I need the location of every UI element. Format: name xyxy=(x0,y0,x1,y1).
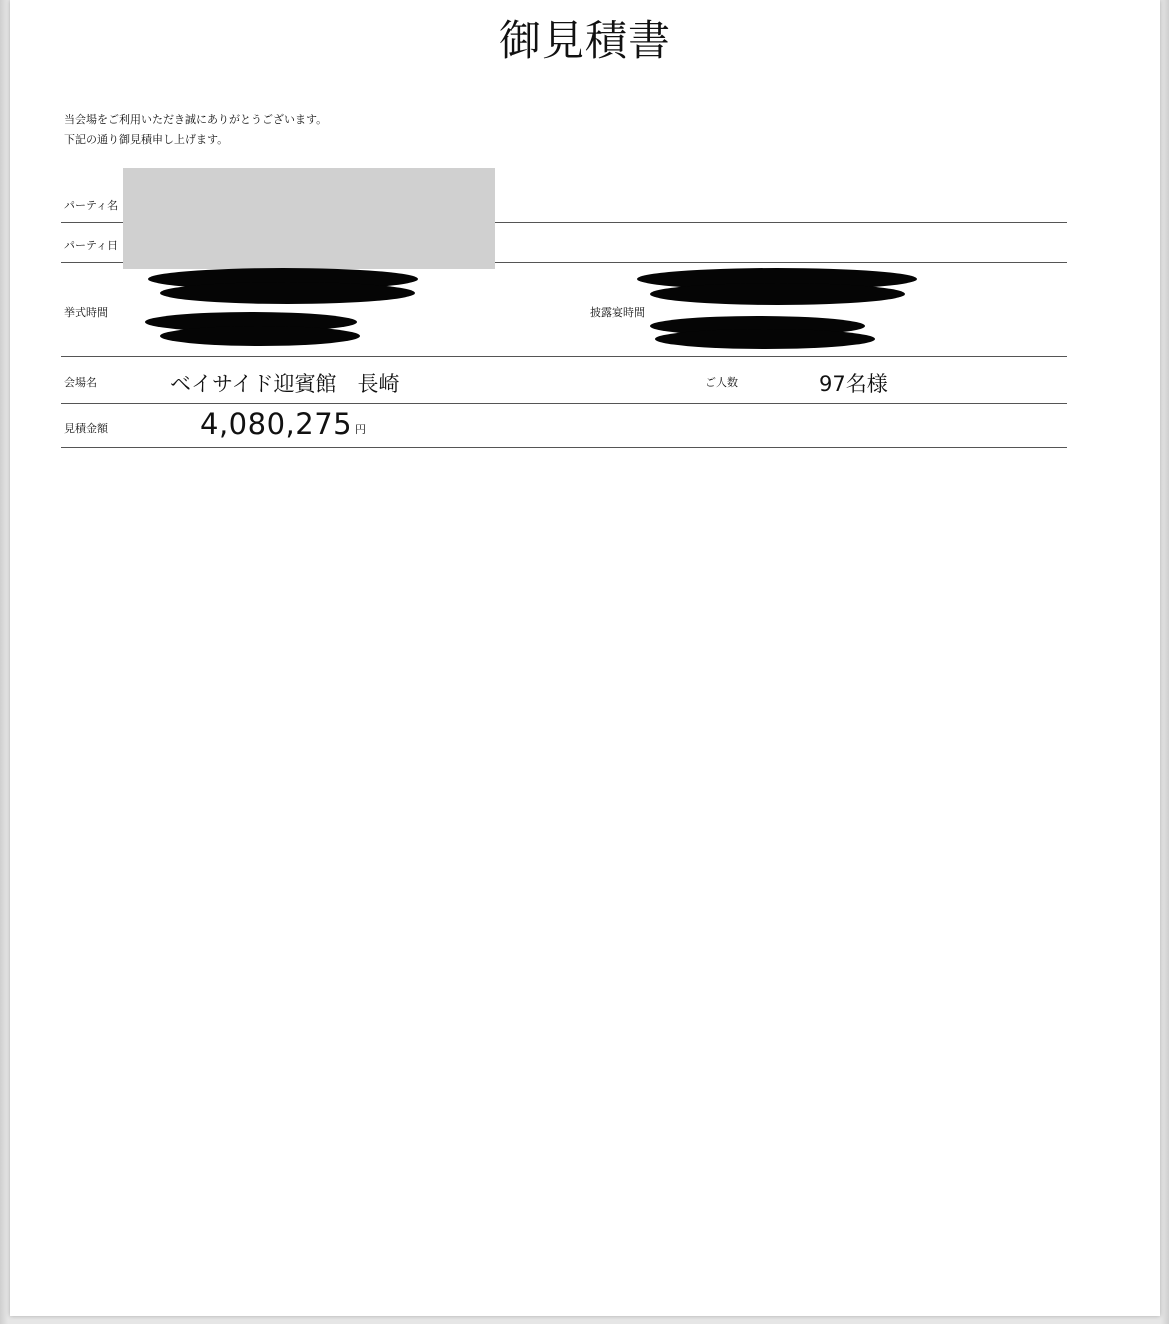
document-title: 御見積書 xyxy=(498,16,671,65)
guests-value: 97名様 xyxy=(819,372,888,396)
redaction-scribble xyxy=(160,282,415,304)
document-page xyxy=(10,0,1160,1316)
greeting-text xyxy=(64,110,327,150)
estimate-amount: 4,080,275 xyxy=(200,407,353,441)
row-divider xyxy=(61,403,1067,404)
redaction-scribble xyxy=(655,329,875,349)
estimate-unit: 円 xyxy=(355,423,366,436)
ceremony-time-label: 挙式時間 xyxy=(64,306,108,319)
greeting-line-2: 下記の通り御見積申し上げます。 xyxy=(64,133,229,146)
redaction-scribble xyxy=(650,283,905,305)
estimate-label: 見積金額 xyxy=(64,422,108,435)
redaction-box xyxy=(123,168,495,269)
party-name-label: パーティ名 xyxy=(64,199,119,212)
guests-label: ご人数 xyxy=(705,376,738,389)
venue-label: 会場名 xyxy=(64,376,97,389)
party-date-label: パーティ日 xyxy=(64,239,119,252)
row-divider xyxy=(61,356,1067,357)
redaction-scribble xyxy=(160,326,360,346)
reception-time-label: 披露宴時間 xyxy=(590,306,645,319)
venue-value: ベイサイド迎賓館 長崎 xyxy=(170,372,400,396)
greeting-line-1: 当会場をご利用いただき誠にありがとうございます。 xyxy=(64,113,328,126)
row-divider xyxy=(61,447,1067,448)
